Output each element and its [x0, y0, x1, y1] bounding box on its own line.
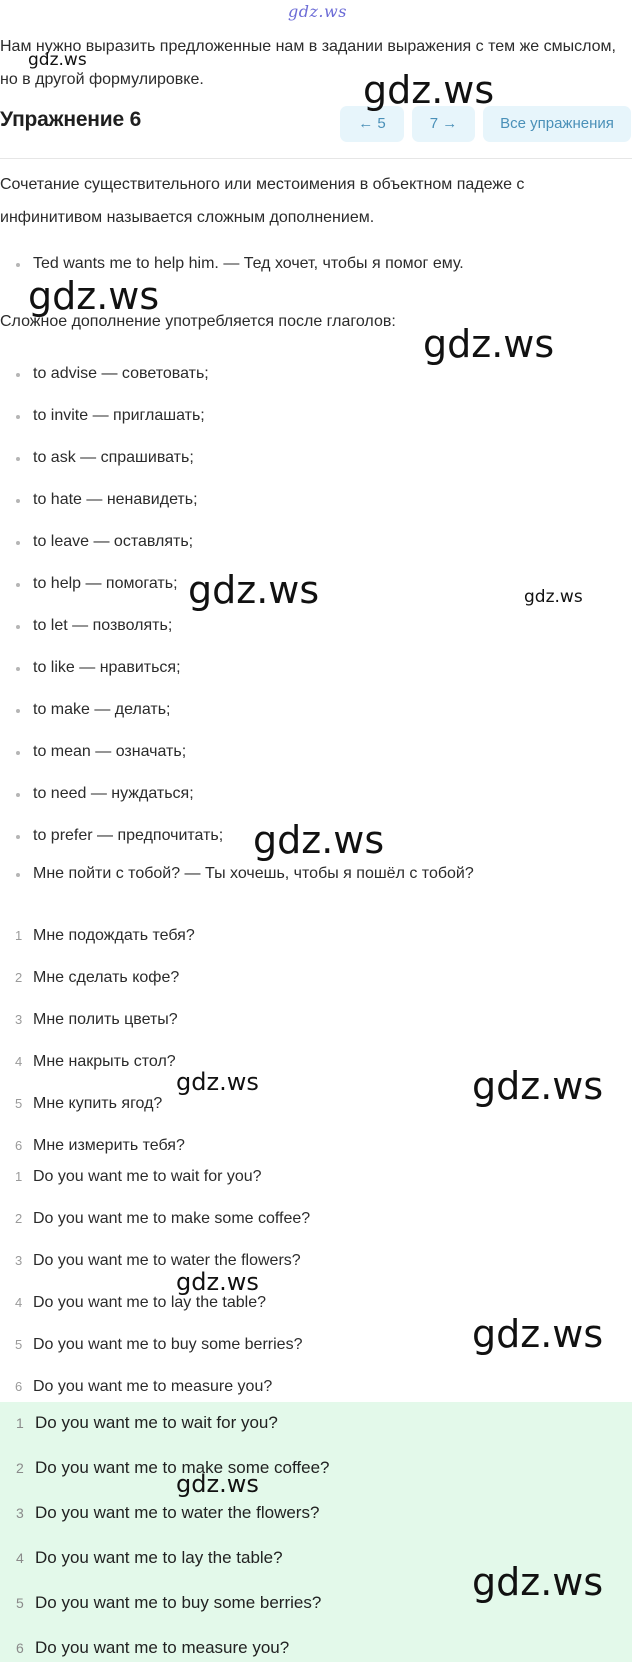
verb-text: to leave — оставлять; [33, 533, 194, 550]
answer-box [0, 1402, 632, 1662]
task-ru-text: Мне полить цветы? [33, 1011, 178, 1028]
task-ru-row [0, 968, 632, 990]
task-en-number: 4 [15, 1295, 23, 1310]
bullet-icon [16, 415, 20, 419]
watermark: gdz.ws [28, 50, 87, 70]
watermark: gdz.ws [423, 322, 555, 366]
list-item [0, 700, 632, 720]
bullet-icon [16, 751, 20, 755]
answer-text: Do you want me to make some coffee? [35, 1458, 330, 1477]
bullet-icon [16, 541, 20, 545]
task-en-number: 6 [15, 1379, 23, 1394]
answer-number: 4 [16, 1550, 24, 1566]
bullet-icon [16, 373, 20, 377]
task-en-row [0, 1377, 632, 1399]
task-ru-row [0, 1010, 632, 1032]
answer-number: 1 [16, 1415, 24, 1431]
task-ru-number: 5 [15, 1096, 23, 1111]
task-ru-number: 6 [15, 1138, 23, 1153]
bullet-icon [16, 457, 20, 461]
all-exercises-button[interactable]: Все упражнения [483, 106, 631, 142]
verb-text: to mean — означать; [33, 743, 187, 760]
task-en-row [0, 1251, 632, 1273]
task-en-number: 3 [15, 1253, 23, 1268]
task-ru-row [0, 926, 632, 948]
verb-text: to help — помогать; [33, 575, 178, 592]
list-item [0, 364, 632, 384]
bullet-icon [16, 625, 20, 629]
next-exercise-button[interactable]: 7 → [412, 106, 475, 142]
answer-number: 6 [16, 1640, 24, 1656]
watermark: gdz.ws [28, 274, 160, 318]
prev-exercise-button[interactable]: ← 5 [340, 106, 404, 142]
site-logo[interactable]: gdz.ws [288, 2, 347, 21]
header-divider [0, 158, 632, 159]
task-ru-text: Мне купить ягод? [33, 1095, 163, 1112]
bullet-icon [16, 873, 20, 877]
list-item [0, 742, 632, 762]
verbs-heading: Сложное дополнение употребляется после глаголов: [0, 313, 396, 330]
watermark: gdz.ws [363, 68, 495, 112]
list-item [0, 406, 632, 426]
watermark: gdz.ws [253, 818, 385, 862]
task-en-text: Do you want me to lay the table? [33, 1294, 267, 1311]
answer-row [0, 1457, 632, 1479]
bullet-icon [16, 835, 20, 839]
task-ru-number: 2 [15, 970, 23, 985]
verb-text: to make — делать; [33, 701, 171, 718]
verb-text: to ask — спрашивать; [33, 449, 194, 466]
list-item [0, 490, 632, 510]
task-en-row [0, 1209, 632, 1231]
answer-text: Do you want me to water the flowers? [35, 1503, 320, 1522]
task-ru-number: 1 [15, 928, 23, 943]
list-item [0, 448, 632, 468]
bullet-icon [16, 709, 20, 713]
task-en-text: Do you want me to measure you? [33, 1378, 273, 1395]
task-ru-text: Мне измерить тебя? [33, 1137, 185, 1154]
answer-row [0, 1637, 632, 1659]
watermark: gdz.ws [188, 568, 320, 612]
bullet-icon [16, 263, 20, 267]
answer-number: 5 [16, 1595, 24, 1611]
task-en-row [0, 1167, 632, 1189]
example2-text: Мне пойти с тобой? — Ты хочешь, чтобы я пошёл с тобой? [33, 865, 474, 882]
answer-row [0, 1412, 632, 1434]
bullet-icon [16, 583, 20, 587]
list-item [0, 616, 632, 636]
task-en-text: Do you want me to buy some berries? [33, 1336, 303, 1353]
answer-text: Do you want me to wait for you? [35, 1413, 278, 1432]
verb-text: to like — нравиться; [33, 659, 181, 676]
task-en-number: 2 [15, 1211, 23, 1226]
watermark: gdz.ws [176, 1268, 259, 1296]
task-ru-number: 3 [15, 1012, 23, 1027]
task-ru-text: Мне подождать тебя? [33, 927, 195, 944]
answer-number: 2 [16, 1460, 24, 1476]
task-en-text: Do you want me to make some coffee? [33, 1210, 311, 1227]
theory-paragraph: Сочетание существительного или местоимения в объектном падеже с инфинитивом называется сложным дополнением. [0, 176, 525, 226]
task-en-number: 5 [15, 1337, 23, 1352]
task-en-text: Do you want me to water the flowers? [33, 1252, 301, 1269]
task-en-number: 1 [15, 1169, 23, 1184]
page-title: Упражнение 6 [0, 108, 142, 131]
answer-text: Do you want me to buy some berries? [35, 1593, 322, 1612]
answer-text: Do you want me to lay the table? [35, 1548, 283, 1567]
list-item [0, 658, 632, 678]
answer-row [0, 1502, 632, 1524]
answer-text: Do you want me to measure you? [35, 1638, 290, 1657]
verb-text: to hate — ненавидеть; [33, 491, 198, 508]
intro-text: Нам нужно выразить предложенные нам в задании выражения с тем же смыслом, но в другой формулировке. [0, 38, 616, 88]
task-ru-row [0, 1136, 632, 1158]
answer-number: 3 [16, 1505, 24, 1521]
list-item [0, 254, 632, 274]
watermark: gdz.ws [524, 587, 583, 607]
watermark: gdz.ws [472, 1560, 604, 1604]
verb-text: to advise — советовать; [33, 365, 209, 382]
watermark: gdz.ws [472, 1064, 604, 1108]
watermark: gdz.ws [176, 1068, 259, 1096]
verb-text: to let — позволять; [33, 617, 173, 634]
task-ru-text: Мне сделать кофе? [33, 969, 180, 986]
list-item [0, 864, 632, 884]
verb-text: to prefer — предпочитать; [33, 827, 224, 844]
bullet-icon [16, 793, 20, 797]
task-en-text: Do you want me to wait for you? [33, 1168, 262, 1185]
list-item [0, 784, 632, 804]
bullet-icon [16, 499, 20, 503]
list-item [0, 532, 632, 552]
verb-text: to need — нуждаться; [33, 785, 194, 802]
task-ru-text: Мне накрыть стол? [33, 1053, 176, 1070]
bullet-icon [16, 667, 20, 671]
example-text: Ted wants me to help him. — Тед хочет, чтобы я помог ему. [33, 255, 464, 272]
watermark: gdz.ws [176, 1470, 259, 1498]
watermark: gdz.ws [472, 1312, 604, 1356]
task-ru-number: 4 [15, 1054, 23, 1069]
verb-text: to invite — приглашать; [33, 407, 205, 424]
